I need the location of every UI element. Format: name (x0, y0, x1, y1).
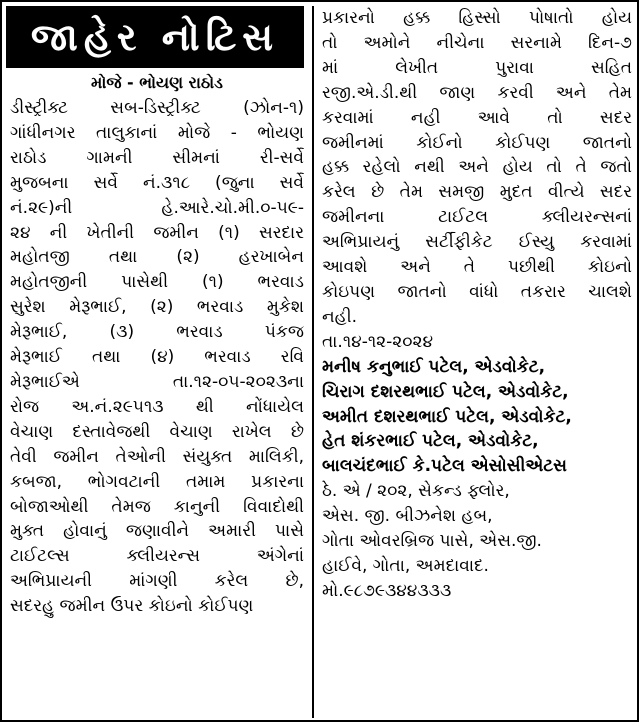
left-column (10, 72, 304, 619)
body-line: ગાંધીનગર તાલુકાનાં મોજે - ભોયણ (10, 122, 304, 143)
column-divider (312, 6, 314, 718)
left-body-text (10, 96, 304, 619)
body-line: અભિપ્રાયની માંગણી કરેલ છે, (10, 571, 304, 592)
address-line: ઠે. એ / ૨૦૨, સેકન્ડ ફ્લોર, (322, 481, 510, 502)
address-line: હાઈવે, ગોતા, અમદાવાદ. (322, 555, 489, 576)
signatory-line: અમીત દશરથભાઈ પટેલ, એડવોકેટ, (322, 406, 572, 427)
body-line: તો અમોને નીચેના સરનામે દિન-૭ (322, 32, 632, 53)
body-line: રોજ અ.નં.૨૯૫૧૩ થી નોંધાયેલ (10, 396, 304, 417)
body-line: નહી. (322, 306, 358, 327)
address-line: ગોતા ઓવરબ્રિજ પાસે, એસ.જી. (322, 531, 542, 552)
body-line: મહોતજીની પાસેથી (૧) ભરવાડ (10, 272, 304, 293)
right-column (322, 6, 632, 604)
body-line: રાઠોડ ગામની સીમનાં રી-સર્વે (10, 147, 304, 168)
body-line: માં લેખીત પુરાવા સહિત (322, 57, 632, 78)
body-line: રજી.એ.ડી.થી જાણ કરવી અને તેમ (322, 82, 632, 103)
body-line: કબજા, ભોગવટાની તમામ પ્રકારના (10, 471, 304, 492)
body-line: મુક્ત હોવાનું જણાવીને અમારી પાસે (10, 521, 304, 542)
signatories (322, 355, 632, 480)
signatory-line: હેત શંકરભાઈ પટેલ, એડવોકેટ, (322, 431, 539, 452)
body-line: જમીનના ટાઈટલ ક્લીયરન્સનાં (322, 207, 632, 228)
body-line: નં.૨૯)ની હે.આરે.ચો.મી.૦-૫૯- (10, 197, 304, 218)
body-line: ટાઈટલ્સ ક્લીયરન્સ અંગેનાં (10, 546, 304, 567)
signatory-line: બાલચંદભાઈ કે.પટેલ એસોસીએટસ (322, 456, 567, 477)
body-line: કરવામાં નહી આવે તો સદર (322, 107, 632, 128)
address-block (322, 479, 632, 579)
body-line: તેવી જમીન તેઓની સંયુક્ત માલિકી, (10, 446, 304, 467)
village-heading: મોજે - ભોયણ રાઠોડ (91, 73, 223, 92)
body-line: સુરેશ મેરૂભાઈ, (૨) ભરવાડ મુકેશ (10, 297, 304, 318)
body-line: કોઇપણ જાતનો વાંધો તકરાર ચાલશે (322, 281, 632, 302)
body-line: ડીસ્ટ્રીક્ટ સબ-ડિસ્ટ્રીક્ટ (ઝોન-૧) (10, 98, 304, 118)
body-line: આવશે અને તે પછીથી કોઇનો (322, 257, 632, 278)
body-line: સદરહુ જમીન ઉપર કોઇનો કોઈપણ (10, 596, 254, 617)
notice-banner-title: જાહેર નોટિસ (6, 6, 304, 68)
body-line: જમીનમાં કોઈનો કોઈપણ જાતનો (322, 132, 632, 153)
notice-date: તા.૧૪-૧૨-૨૦૨૪ (322, 331, 434, 352)
body-line: અભિપ્રાયનું સર્ટીફીકેટ ઈસ્યુ કરવામાં (322, 232, 632, 253)
body-line: મેરૂભાઈ, (૩) ભરવાડ પંકજ (10, 322, 304, 343)
signatory-line: ચિરાગ દશરથભાઈ પટેલ, એડવોકેટ, (322, 381, 569, 402)
body-line: મેરૂભાઈ તથા (૪) ભરવાડ રવિ (10, 347, 304, 368)
signatory-line: મનીષ કનુભાઈ પટેલ, એડવોકેટ, (322, 356, 546, 377)
body-line: ૨૪ ની ખેતીની જમીન (૧) સરદાર (10, 222, 304, 243)
body-line: મેરૂભાઈએ તા.૧૨-૦૫-૨૦૨૩ના (10, 371, 304, 392)
body-line: મહોતજી તથા (૨) હરખાબેન (10, 247, 304, 268)
body-line: વેચાણ દસ્તાવેજથી વેચાણ રાખેલ છે (10, 421, 304, 442)
body-line: બોજાઓથી તેમજ કાનુની વિવાદોથી (10, 496, 304, 517)
phone-number: મો.૯૮૭૯૩૪૪૩૩૩ (322, 580, 452, 601)
body-line: મુજબના સર્વે નં.૩૧૮ (જુના સર્વે (10, 172, 304, 193)
body-line: પ્રકારનો હક્ક હિસ્સો પોષાતો હોય (322, 8, 632, 28)
body-line: કરેલ છે તેમ સમજી મુદત વીત્યે સદર (322, 182, 632, 203)
right-body-text (322, 6, 632, 330)
body-line: હક્ક રહેલો નથી અને હોય તો તે જતો (322, 157, 632, 178)
address-line: એસ. જી. બીઝનેશ હબ, (322, 506, 493, 527)
